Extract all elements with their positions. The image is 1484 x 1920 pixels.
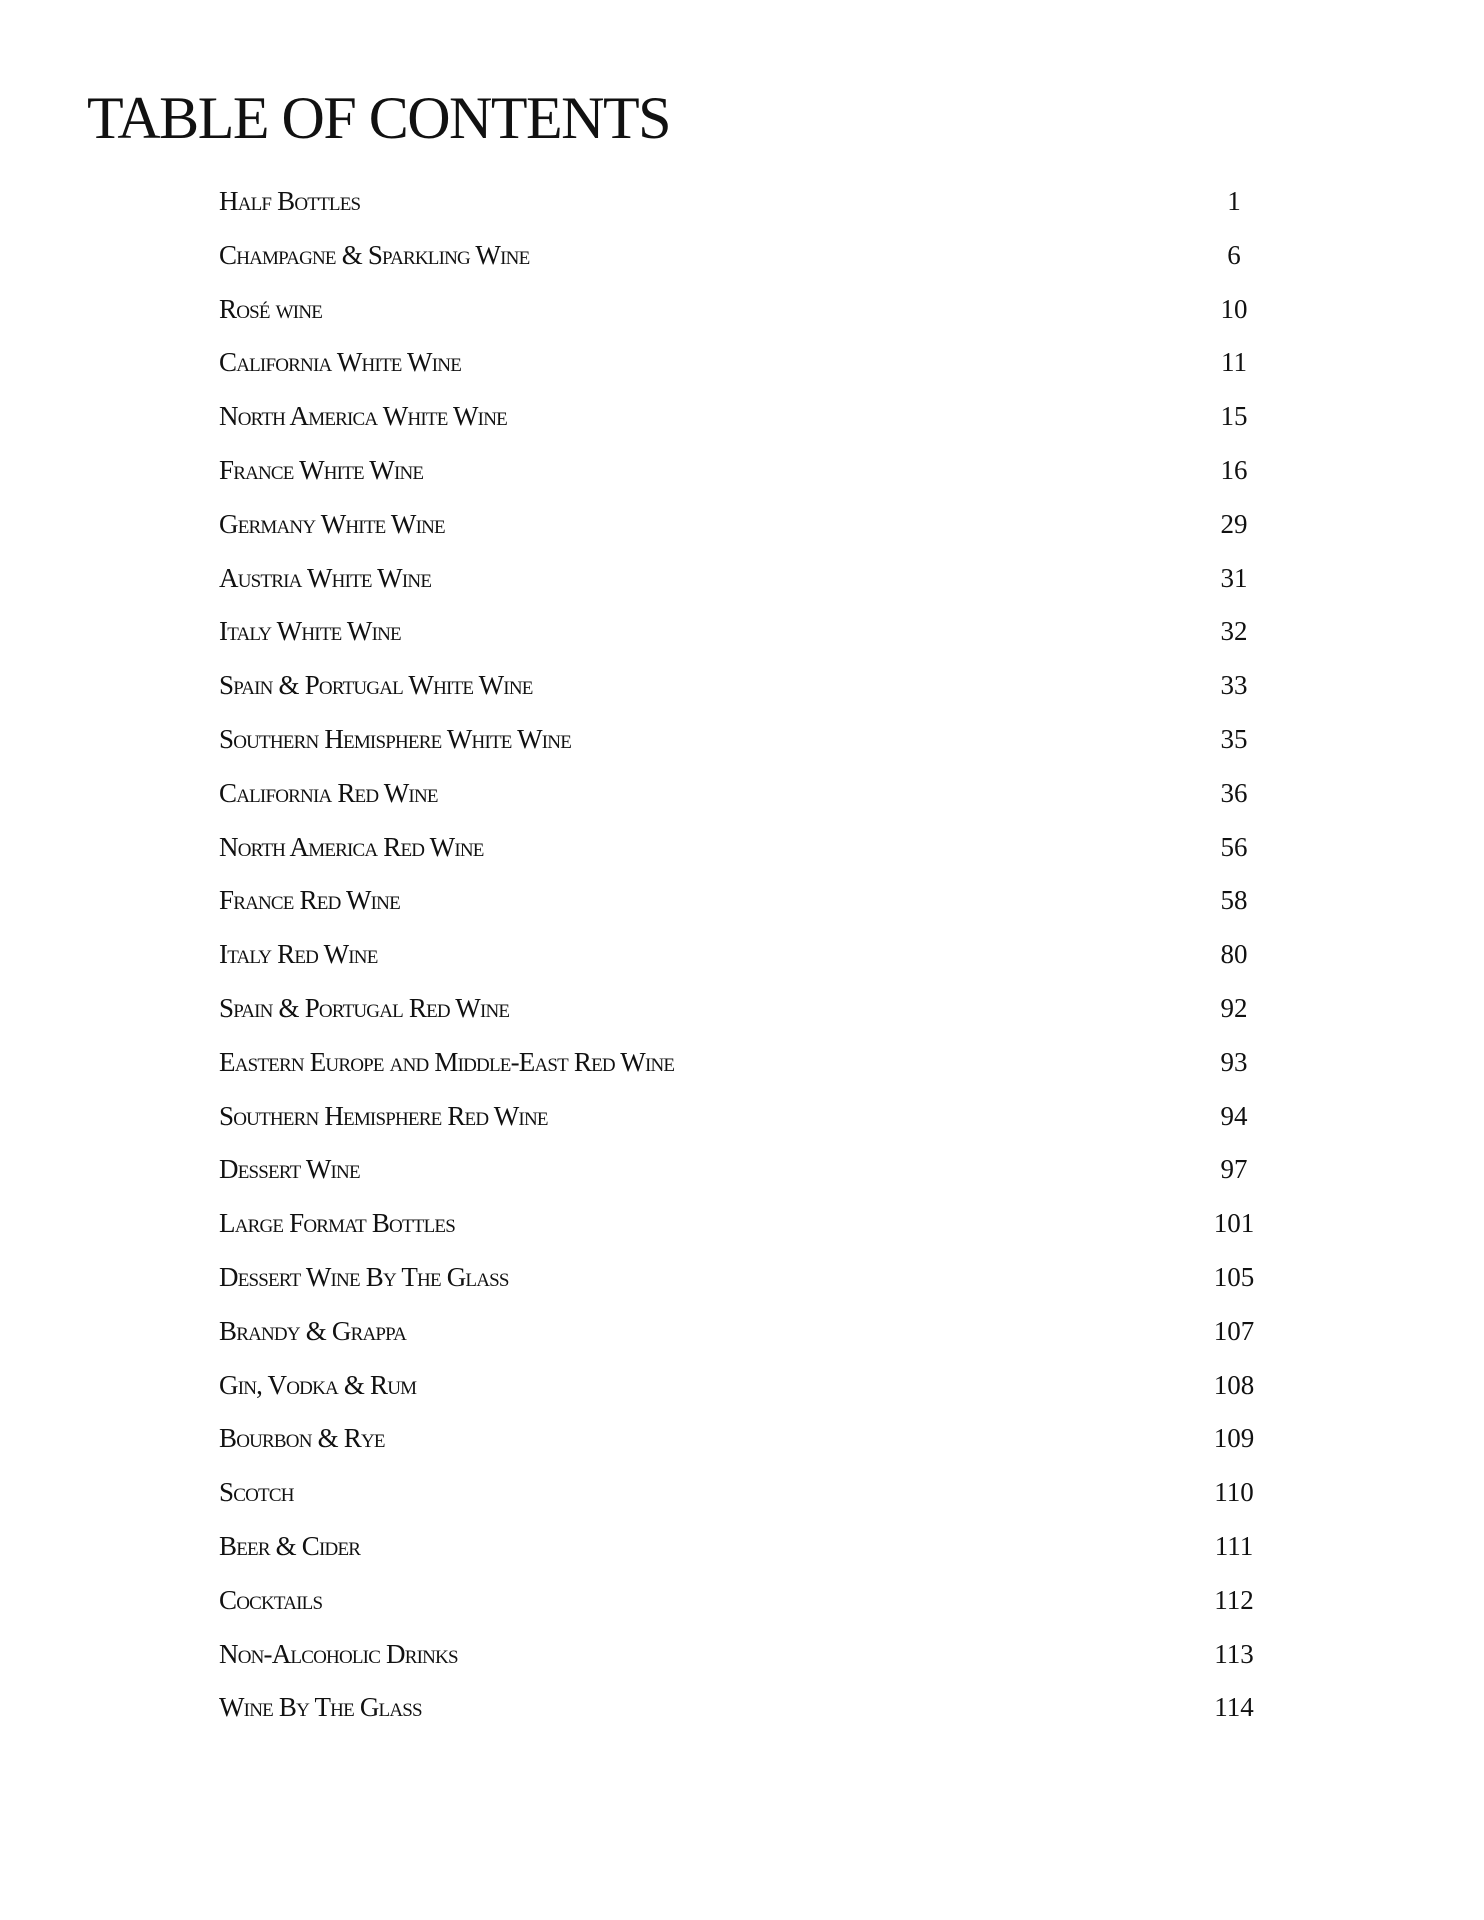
toc-entry-page-number: 112 — [1214, 1584, 1254, 1615]
toc-entry — [219, 345, 1269, 399]
toc-entry — [219, 722, 1269, 776]
toc-entry-page-number: 101 — [1213, 1208, 1255, 1239]
toc-entry-page-number: 92 — [1220, 992, 1248, 1023]
toc-entry-label: California Red Wine — [219, 777, 438, 808]
toc-entry-label: France Red Wine — [219, 885, 400, 916]
toc-entry-label: France White Wine — [219, 454, 424, 485]
toc-entry-label: Beer & Cider — [219, 1530, 361, 1561]
toc-entry-page-number: 94 — [1220, 1100, 1248, 1131]
toc-entry-label: Brandy & Grappa — [219, 1315, 407, 1346]
toc-entry-page-number: 105 — [1213, 1261, 1255, 1292]
toc-entry-page-number: 10 — [1220, 293, 1248, 324]
toc-entry-page-number: 97 — [1220, 1154, 1248, 1185]
toc-entry-label: Italy White Wine — [219, 616, 401, 647]
toc-entry — [219, 1421, 1269, 1475]
toc-entry-page-number: 16 — [1220, 454, 1248, 485]
toc-entry-page-number: 36 — [1220, 777, 1248, 808]
toc-entry-page-number: 80 — [1220, 939, 1248, 970]
toc-entry — [219, 561, 1269, 615]
toc-entry-label: Half Bottles — [219, 186, 361, 216]
toc-entry — [219, 453, 1269, 507]
toc-entry-label: Eastern Europe and Middle-East Red Wine — [219, 1046, 675, 1077]
toc-entry-label: Austria White Wine — [219, 562, 432, 593]
toc-entry-page-number: 11 — [1221, 347, 1247, 378]
toc-entry — [219, 1637, 1269, 1691]
toc-entry-page-number: 32 — [1220, 616, 1248, 647]
toc-entry-label: Scotch — [219, 1477, 294, 1508]
toc-entry-label: Southern Hemisphere Red Wine — [219, 1100, 548, 1131]
toc-entry-page-number: 108 — [1213, 1369, 1255, 1400]
toc-entry-page-number: 56 — [1220, 831, 1248, 862]
toc-entry — [219, 776, 1269, 830]
toc-entry — [219, 238, 1269, 292]
toc-entry — [219, 614, 1269, 668]
toc-entry — [219, 1690, 1269, 1744]
toc-entry — [219, 1368, 1269, 1422]
toc-entry-page-number: 111 — [1214, 1530, 1254, 1561]
toc-entry-label: Spain & Portugal White Wine — [219, 670, 533, 701]
toc-entry — [219, 1099, 1269, 1153]
toc-entry — [219, 292, 1269, 346]
toc-entry-page-number: 15 — [1220, 401, 1248, 432]
toc-entry-label: Germany White Wine — [219, 508, 445, 539]
toc-entry-label: Wine By The Glass — [219, 1692, 422, 1723]
toc-entry-label: Cocktails — [219, 1584, 323, 1615]
toc-entry-label: North America Red Wine — [219, 831, 484, 862]
toc-entry — [219, 668, 1269, 722]
toc-entry-label: Gin, Vodka & Rum — [219, 1369, 417, 1400]
toc-entry-label: California White Wine — [219, 347, 462, 378]
toc-entry — [219, 1152, 1269, 1206]
toc-entry — [219, 1583, 1269, 1637]
toc-entry-page-number: 33 — [1220, 670, 1248, 701]
toc-entry-page-number: 6 — [1227, 239, 1241, 270]
toc-entry-label: Rosé wine — [219, 293, 323, 324]
toc-entry — [219, 883, 1269, 937]
toc-entry — [219, 507, 1269, 561]
toc-entry-label: Dessert Wine By The Glass — [219, 1261, 509, 1292]
toc-entry — [219, 991, 1269, 1045]
toc-entry — [219, 1475, 1269, 1529]
toc-entry — [219, 1260, 1269, 1314]
toc-entry — [219, 1529, 1269, 1583]
toc-entry-label: Spain & Portugal Red Wine — [219, 992, 510, 1023]
toc-entry-label: Large Format Bottles — [219, 1208, 455, 1239]
page-title: TABLE OF CONTENTS — [87, 85, 671, 151]
toc-entry — [219, 937, 1269, 991]
toc-entry — [219, 184, 1269, 238]
toc-list — [219, 184, 1269, 1744]
toc-entry-label: Champagne & Sparkling Wine — [219, 239, 530, 270]
toc-entry — [219, 399, 1269, 453]
toc-entry — [219, 830, 1269, 884]
toc-entry-page-number: 110 — [1214, 1477, 1254, 1508]
toc-entry-page-number: 1 — [1227, 186, 1241, 216]
toc-entry-page-number: 114 — [1214, 1692, 1254, 1723]
toc-entry-label: Non-Alcoholic Drinks — [219, 1638, 458, 1669]
toc-entry-page-number: 93 — [1220, 1046, 1248, 1077]
toc-entry-page-number: 107 — [1213, 1315, 1255, 1346]
toc-entry-label: Italy Red Wine — [219, 939, 378, 970]
toc-entry-page-number: 35 — [1220, 723, 1248, 754]
toc-entry-page-number: 109 — [1213, 1423, 1255, 1454]
toc-entry — [219, 1206, 1269, 1260]
toc-entry — [219, 1045, 1269, 1099]
toc-entry-page-number: 58 — [1220, 885, 1248, 916]
toc-entry-label: Southern Hemisphere White Wine — [219, 723, 572, 754]
toc-entry-label: Bourbon & Rye — [219, 1423, 385, 1454]
toc-entry-page-number: 113 — [1214, 1638, 1254, 1669]
toc-entry — [219, 1314, 1269, 1368]
toc-entry-label: North America White Wine — [219, 401, 507, 432]
toc-entry-label: Dessert Wine — [219, 1154, 360, 1185]
toc-entry-page-number: 29 — [1220, 508, 1248, 539]
toc-entry-page-number: 31 — [1220, 562, 1248, 593]
